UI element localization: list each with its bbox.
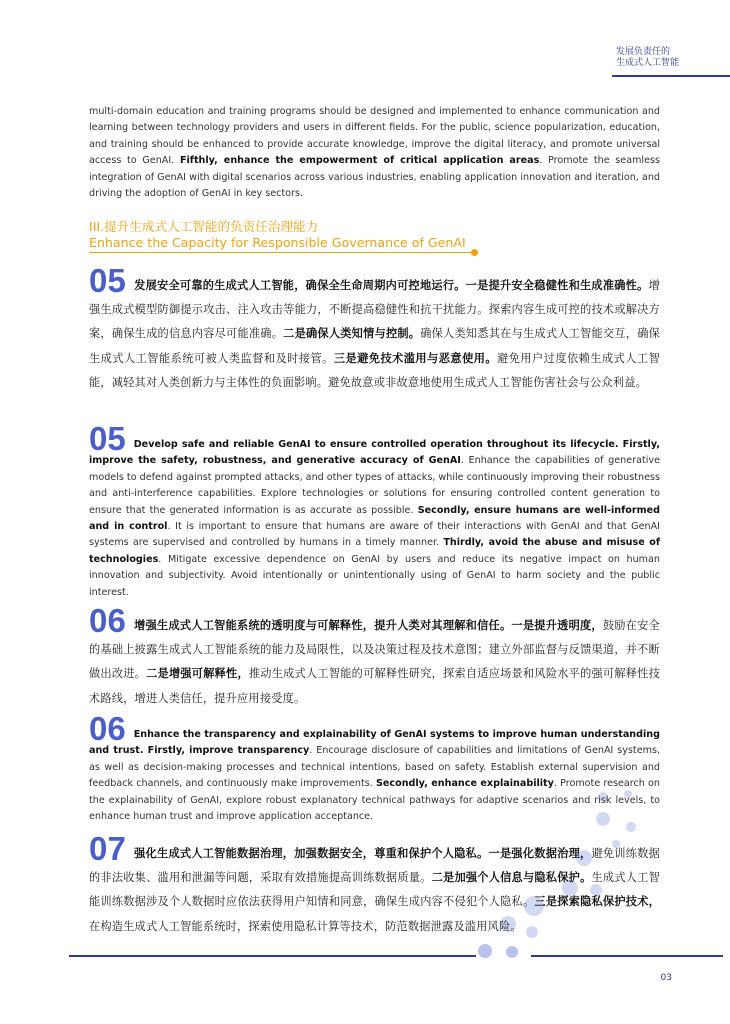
bold-text: 二是增强可解释性， (146, 667, 249, 681)
bold-text: Fifthly, enhance the empowerment of critical application areas (179, 155, 540, 167)
bold-text: 二是加强个人信息与隐私保护。 (431, 871, 592, 885)
section-title-en: Enhance the Capacity for Responsible Governance of GenAI (89, 235, 466, 250)
text: 推动生成式人工智能的可解释性研究，探索自适应场景和风险水平的强可解释性技术路线，增进人类信任，提升应用接受度。 (89, 667, 660, 705)
header-line-2: 生成式人工智能 (616, 58, 680, 68)
bold-text: 二是确保人类知情与控制。 (283, 327, 421, 341)
item-07-zh (89, 830, 660, 939)
item-number: 07 (89, 830, 127, 867)
text: . Mitigate excessive dependence on GenAI by users and reduce its negative impact on human innovation and subjectivity. Avoid intentionally or unintentionally using of GenAI to harm society and the public interest. (89, 553, 660, 598)
text: . It is important to ensure that humans are aware of their interactions with GenAI and that GenAI systems are supervised and controlled by humans in a timely manner. (89, 521, 660, 549)
text: . Promote the seamless integration of GenAI with digital scenarios across various industries, enabling application innovation and iteration, and driving the adoption of GenAI in key sectors. (89, 155, 660, 200)
section-rule-dot (471, 249, 478, 256)
bold-text: 三是探索隐私保护技术， (534, 895, 660, 909)
item-number: 05 (89, 420, 126, 457)
item-05-en (89, 420, 660, 601)
page-number: 03 (660, 973, 672, 983)
text: 在构造生成式人工智能系统时，探索使用隐私计算等技术，防范数据泄露及滥用风险。 (89, 919, 522, 933)
bold-text: Enhance the transparency and explainability of GenAI systems to improve human understanding and trust. Firstly, improve transparency (89, 729, 660, 757)
running-header (616, 47, 690, 69)
item-number: 06 (89, 710, 126, 747)
item-05-zh (89, 262, 660, 395)
item-number: 06 (89, 602, 127, 639)
intro-paragraph (89, 104, 660, 202)
section-title-zh: III.提升生成式人工智能的负责任治理能力 (89, 219, 319, 234)
item-number: 05 (89, 262, 127, 299)
text: 确保人类知悉其在与生成式人工智能交互，确保生成式人工智能系统可被人类监督和及时接管。 (89, 327, 660, 365)
header-line-1: 发展负责任的 (616, 47, 671, 57)
bold-text: Develop safe and reliable GenAI to ensure controlled operation throughout its lifecycle. Firstly, improve the safety, robustness, and generative accuracy of GenAI (89, 439, 660, 467)
bold-text: Secondly, ensure humans are well-informed and in control (89, 504, 660, 533)
footer-rule-right (531, 955, 723, 957)
item-06-en (89, 710, 661, 825)
text: . Promote research on the explainability of GenAI, explore robust explanatory technical pathways for adaptive scenarios and risk levels, to enhance human trust and improve application acceptance. (89, 778, 661, 823)
bold-text: 强化生成式人工智能数据治理，加强数据安全，尊重和保护个人隐私。一是强化数据治理， (134, 847, 592, 860)
text: 生成式人工智能训练数据涉及个人数据时应依法获得用户知情和同意，确保生成内容不侵犯个人隐私。 (89, 871, 660, 909)
section-rule (89, 252, 474, 253)
bold-text: 增强生成式人工智能系统的透明度与可解释性，提升人类对其理解和信任。一是提升透明度， (134, 619, 603, 632)
header-rule (612, 75, 730, 77)
item-06-zh (89, 602, 660, 711)
bold-text: Thirdly, avoid the abuse and misuse of technologies (89, 537, 660, 565)
text: 避免训练数据的非法收集、滥用和泄漏等问题，采取有效措施提高训练数据质量。 (89, 847, 660, 885)
bold-text: 三是避免技术滥用与恶意使用。 (333, 351, 498, 365)
section-heading (89, 219, 660, 251)
text: multi-domain education and training programs should be designed and implemented to enhance communication and learning between technology providers and users in different fields. For the public, science popularization, education, and training should be enhanced to provide accurate knowledge, improve the digital literacy, and promote universal access to GenAI. (89, 106, 660, 167)
decorative-dot (506, 946, 518, 958)
text: . Enhance the capabilities of generative models to defend against prompted attacks, and other types of attacks, while continuously improving their robustness and anti-interference capabilities. Explore technologies or solutions for ensuring controlled content generation to ensure that the generated information is as accurate as possible. (89, 455, 660, 516)
text: 增强生成式模型防御提示攻击、注入攻击等能力，不断提高稳健性和抗干扰能力。探索内容生成可控的技术或解决方案，确保生成的信息内容尽可能准确。 (89, 279, 660, 341)
text: . Encourage disclosure of capabilities and limitations of GenAI systems, as well as decision-making processes and technical intentions, based on safety. Establish external supervision and feedback channels, and continuously make improvements. (89, 745, 660, 790)
text: 鼓励在安全的基础上披露生成式人工智能系统的能力及局限性，以及决策过程及技术意图；建立外部监督与反馈渠道，并不断做出改进。 (89, 619, 660, 681)
footer-rule-left (69, 955, 476, 957)
bold-text: Secondly, enhance explainability (376, 778, 554, 790)
text: 避免用户过度依赖生成式人工智能，减轻其对人类创新力与主体性的负面影响。避免故意或非故意地使用生成式人工智能伤害社会与公众利益。 (89, 351, 660, 389)
bold-text: 发展安全可靠的生成式人工智能，确保全生命周期内可控地运行。一是提升安全稳健性和生成准确性。 (134, 279, 649, 292)
decorative-dot (478, 944, 492, 958)
